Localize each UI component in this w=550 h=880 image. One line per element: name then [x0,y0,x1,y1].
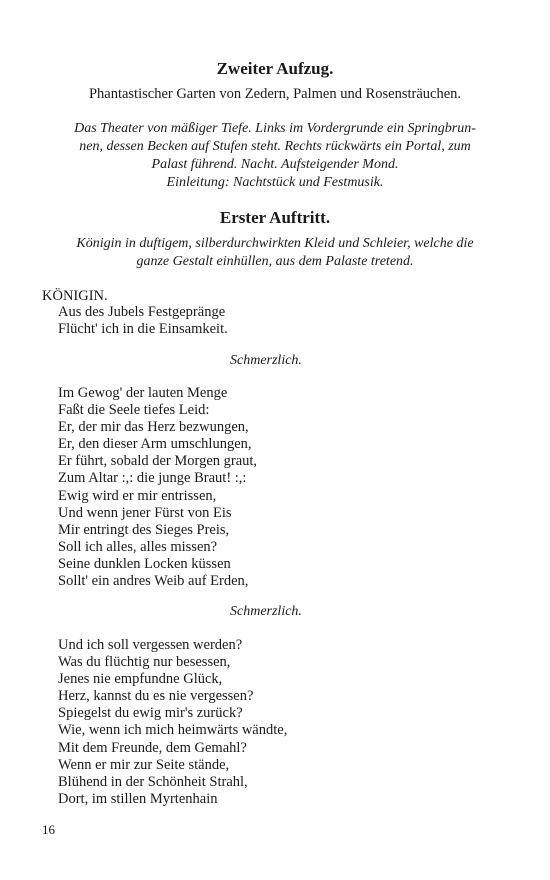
verse-line: Sollt' ein andres Weib auf Erden, [58,573,249,590]
verse-line: Wie, wenn ich mich heimwärts wändte, [58,722,288,739]
verse-line: Im Gewog' der lauten Menge [58,385,228,401]
performance-direction-2: Schmerzlich. [230,604,302,619]
verse-line: Dort, im stillen Myrtenhain [58,790,218,807]
act-title: Zweiter Aufzug. [216,59,334,78]
verse-line: Und ich soll vergessen werden? [58,637,243,653]
verse-line: Was du flüchtig nur besessen, [58,654,231,671]
scene-title: Erster Auftritt. [219,208,331,227]
verse-line: Mir entringt des Sieges Preis, [58,521,230,538]
verse-line: Zum Altar :,: die junge Braut! :,: [58,470,247,487]
speaker-name: KÖNIGIN. [42,288,108,304]
verse-block-1 [58,304,228,338]
stage-direction-line: nen, dessen Becken auf Stufen steht. Rechts rückwärts ein Portal, zum [79,139,471,154]
verse-line: Und wenn jener Fürst von Eis [58,504,232,521]
stage-direction-line: Einleitung: Nachtstück und Festmusik. [166,175,384,190]
verse-line: Flücht' ich in die Einsamkeit. [58,321,228,338]
verse-line: Wenn er mir zur Seite stände, [58,756,230,773]
scene-direction [42,235,508,271]
verse-line: Ewig wird er mir entrissen, [58,487,217,504]
setting-description: Phantastischer Garten von Zedern, Palmen und Rosensträuchen. [88,86,462,102]
stage-direction [42,120,508,192]
verse-line: Herz, kannst du es nie vergessen? [58,688,254,705]
scene-direction-line: Königin in duftigem, silberdurchwirkten Kleid und Schleier, welche die [76,236,474,251]
verse-line: Blühend in der Schönheit Strahl, [58,773,248,790]
verse-line: Er, den dieser Arm umschlungen, [58,436,252,453]
verse-line: Jenes nie empfundne Glück, [58,671,223,688]
verse-line: Mit dem Freunde, dem Gemahl? [58,739,247,756]
page-number: 16 [42,822,55,837]
verse-line: Er führt, sobald der Morgen graut, [58,453,258,470]
verse-line: Spiegelst du ewig mir's zurück? [58,705,243,722]
scene-direction-line: ganze Gestalt einhüllen, aus dem Palaste tretend. [136,254,414,269]
performance-direction-1: Schmerzlich. [230,353,302,368]
verse-block-3 [58,637,287,808]
verse-block-2 [58,385,257,590]
verse-line: Er, der mir das Herz bezwungen, [58,419,249,436]
verse-line: Aus des Jubels Festgepränge [58,304,226,320]
verse-line: Soll ich alles, alles missen? [58,538,218,555]
stage-direction-line: Palast führend. Nacht. Aufsteigender Mond. [151,157,399,172]
verse-line: Faßt die Seele tiefes Leid: [58,402,210,419]
verse-line: Seine dunklen Locken küssen [58,555,231,572]
stage-direction-line: Das Theater von mäßiger Tiefe. Links im Vordergrunde ein Springbrun- [74,121,476,136]
